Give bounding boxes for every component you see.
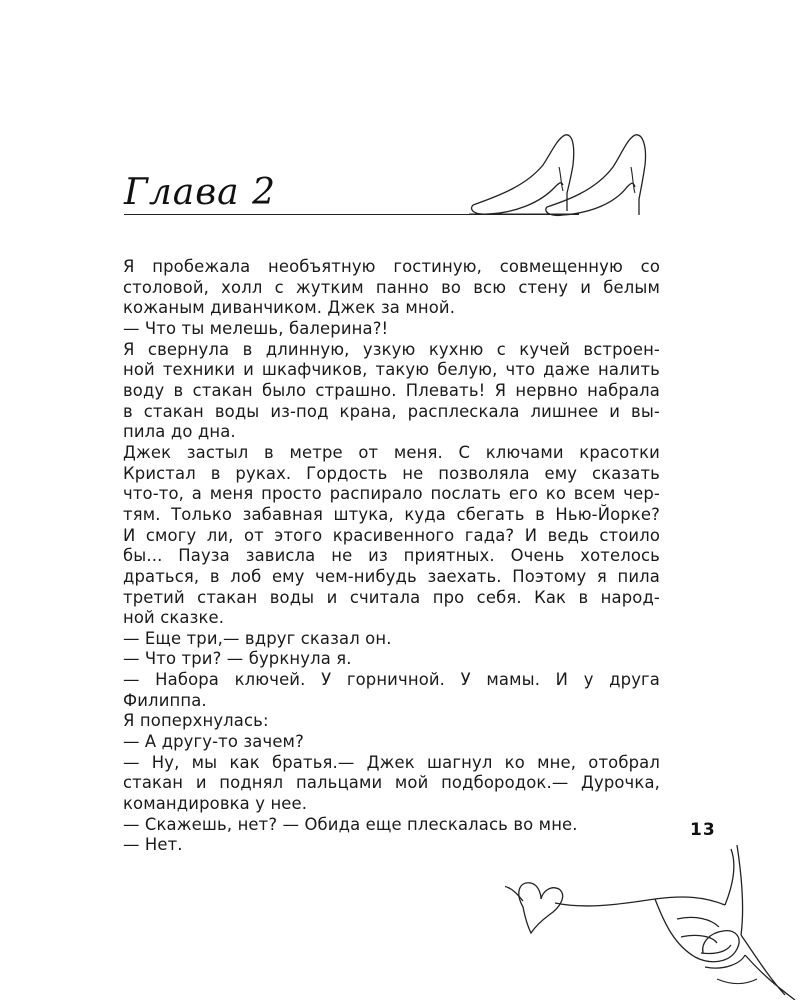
text-line: Джек застыл в метре от меня. С ключами красотки <box>123 442 660 462</box>
text-line: ной техники и шкафчиков, такую белую, что даже налить <box>123 360 660 380</box>
title-underline <box>124 214 579 215</box>
text-line: И смогу ли, от этого красивенного гада? И ведь стоило <box>123 525 660 545</box>
text-line: — Что ты мелешь, балерина?! <box>123 318 389 338</box>
text-line: кожаным диванчиком. Джек за мной. <box>123 298 456 318</box>
text-line: — Нет. <box>123 835 183 855</box>
text-line: Я свернула в длинную, узкую кухню с кучей встроен- <box>123 339 660 359</box>
text-line: что-то, а меня просто распирало послать его ко всем чер- <box>123 484 660 504</box>
hand-heart-illustration <box>505 845 800 1000</box>
text-line: Кристал в руках. Гордость не позволяла ему сказать <box>123 463 660 483</box>
text-line: — Ну, мы как братья.— Джек шагнул ко мне, отобрал <box>123 752 660 772</box>
text-line: — Еще три,— вдруг сказал он. <box>123 628 392 648</box>
chapter-text <box>123 257 660 856</box>
text-line: — Скажешь, нет? — Обида еще плескалась во мне. <box>123 814 578 834</box>
text-line: Я поперхнулась: <box>123 711 269 731</box>
text-line: пила до дна. <box>123 422 236 442</box>
text-line: — Набора ключей. У горничной. У мамы. И у друга <box>123 670 660 690</box>
text-line: тям. Только забавная штука, куда сбегать в Нью-Йорке? <box>123 504 660 524</box>
text-line: — А другу-то зачем? <box>123 732 304 752</box>
text-line: стакан и поднял пальцами мой подбородок.— Дурочка, <box>123 773 660 793</box>
text-line: воду в стакан было страшно. Плевать! Я нервно набрала <box>123 380 660 400</box>
high-heels-illustration <box>455 125 670 225</box>
text-line: драться, в лоб ему чем-нибудь заехать. Поэтому я пила <box>123 566 660 586</box>
text-line: Филиппа. <box>123 690 207 710</box>
text-line: третий стакан воды и считала про себя. Как в народ- <box>123 587 660 607</box>
text-line: Я пробежала необъятную гостиную, совмещенную со <box>123 257 660 276</box>
text-line: бы... Пауза зависла не из приятных. Очень хотелось <box>123 546 660 566</box>
page-number: 13 <box>690 820 716 840</box>
chapter-title: Глава 2 <box>124 172 276 213</box>
text-line: столовой, холл с жутким панно во всю стену и белым <box>123 277 660 297</box>
text-line: в стакан воды из-под крана, расплескала лишнее и вы- <box>123 401 660 421</box>
text-line: командировка у нее. <box>123 794 308 814</box>
text-line: — Что три? — буркнула я. <box>123 649 352 669</box>
text-line: ной сказке. <box>123 608 225 628</box>
